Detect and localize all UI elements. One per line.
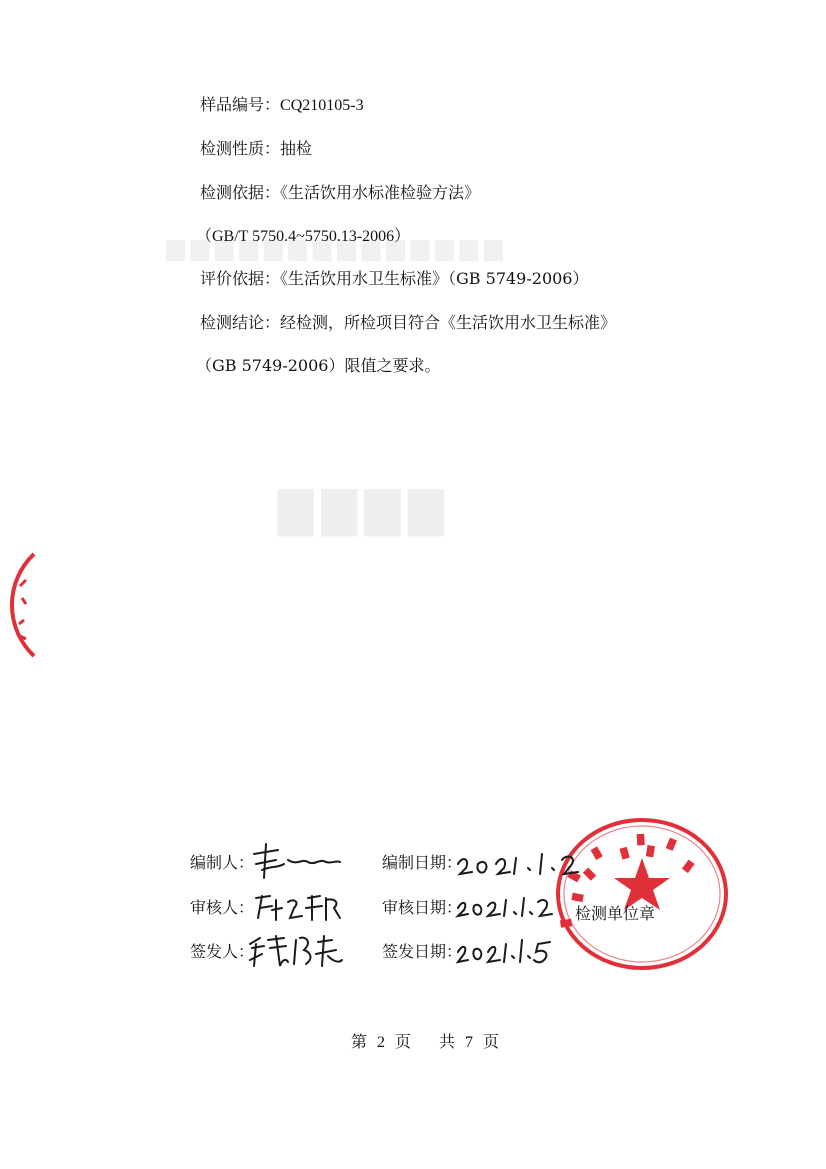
test-nature-value: 抽检 — [280, 139, 313, 158]
evaluation-basis-value: 《生活饮用水卫生标准》（GB 5749-2006） — [280, 269, 589, 288]
compiler-label: 编制人： — [190, 853, 255, 872]
test-nature-row — [200, 139, 312, 159]
issue-date-label: 签发日期： — [382, 942, 463, 961]
review-date-label: 审核日期： — [382, 898, 463, 917]
conclusion-row — [200, 313, 616, 333]
footer-page-unit: 页 — [395, 1032, 412, 1051]
sample-number-label: 样品编号： — [200, 95, 281, 114]
sample-number-row — [200, 95, 364, 116]
svg-text:▘▗▝▖▘▗▝▖▘▗: ▘▗▝▖▘▗▝▖▘▗ — [559, 834, 703, 928]
conclusion-label: 检测结论： — [200, 313, 281, 332]
test-basis-label: 检测依据： — [200, 183, 281, 202]
bleed-through-mark: ▆▆▆▆▆▆▆▆▆▆▆▆▆▆ — [160, 240, 503, 268]
conclusion-continuation — [196, 356, 440, 376]
bleed-through-mark: ▇▇▇▇ — [270, 482, 444, 536]
test-basis-row — [200, 183, 480, 203]
seal-caption: 检测单位章 — [575, 904, 656, 923]
compile-date-handwriting-icon — [454, 846, 586, 880]
test-basis-standard: （GB/T 5750.4~5750.13-2006） — [196, 228, 411, 245]
edge-seal-icon — [0, 550, 40, 660]
page-footer — [351, 1029, 509, 1052]
compile-date-label: 编制日期： — [382, 853, 463, 872]
issuer-signature-icon — [246, 930, 346, 972]
issue-date-handwriting-icon — [454, 934, 558, 968]
evaluation-basis-label: 评价依据： — [200, 269, 281, 288]
reviewer-signature-icon — [250, 888, 350, 926]
footer-total-prefix: 共 — [439, 1032, 456, 1051]
footer-page-number: 2 — [377, 1034, 386, 1051]
conclusion-value: 经检测，所检项目符合《生活饮用水卫生标准》 — [280, 313, 617, 332]
footer-total-unit: 页 — [483, 1032, 500, 1051]
test-basis-continuation — [196, 226, 410, 247]
issuer-label: 签发人： — [190, 942, 255, 961]
official-seal-icon — [553, 814, 731, 974]
reviewer-label: 审核人： — [190, 898, 255, 917]
evaluation-basis-row — [200, 269, 589, 289]
footer-prefix: 第 — [351, 1032, 368, 1051]
footer-total-pages: 7 — [465, 1034, 474, 1051]
conclusion-continuation-text: （GB 5749-2006）限值之要求。 — [196, 356, 441, 375]
sample-number-value: CQ210105-3 — [280, 97, 364, 114]
test-nature-label: 检测性质： — [200, 139, 281, 158]
test-basis-value: 《生活饮用水标准检验方法》 — [280, 183, 481, 202]
review-date-handwriting-icon — [454, 890, 554, 922]
compiler-signature-icon — [248, 840, 344, 880]
